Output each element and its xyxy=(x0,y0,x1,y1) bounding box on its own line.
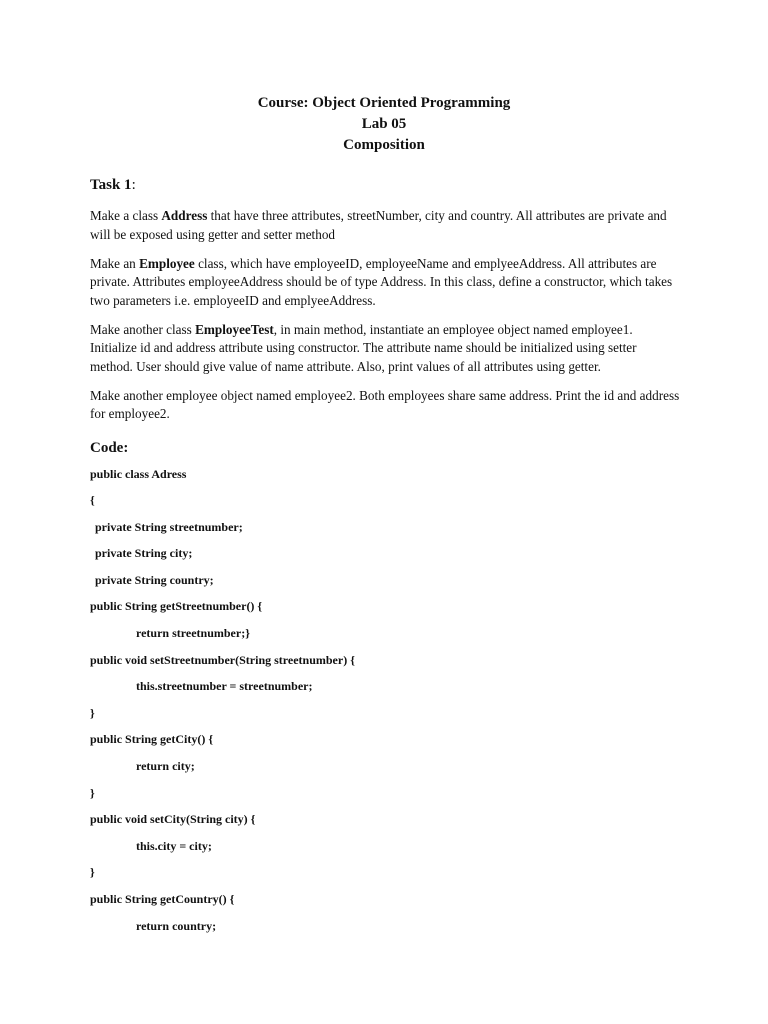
code-line: public String getCity() { xyxy=(90,732,214,747)
paragraph-text: Make another employee object named employee2. Both employees share same address. Print the id and address for employee2. xyxy=(90,387,680,421)
task-paragraph xyxy=(90,387,680,424)
task-paragraph xyxy=(90,255,680,311)
code-line: } xyxy=(90,705,95,720)
code-line: public void setStreetnumber(String streetnumber) { xyxy=(90,652,355,667)
paragraph-bold-term: Employee xyxy=(139,255,195,271)
code-line: } xyxy=(90,865,95,880)
code-line: public String getStreetnumber() { xyxy=(90,599,263,614)
paragraph-bold-term: Address xyxy=(161,208,208,223)
code-line: public String getCountry() { xyxy=(90,892,235,906)
code-line: } xyxy=(90,785,95,800)
code-line: this.city = city; xyxy=(136,838,212,853)
document-body xyxy=(90,175,680,943)
code-listing xyxy=(90,465,680,944)
paragraph-text: Make another class xyxy=(90,321,196,337)
task-paragraphs xyxy=(90,207,680,424)
code-line: return streetnumber;} xyxy=(136,626,250,641)
code-line: { xyxy=(90,493,95,508)
lab-topic: Composition xyxy=(343,137,425,153)
code-line: return city; xyxy=(136,759,195,774)
task-paragraph xyxy=(90,207,680,244)
paragraph-text: Make a class xyxy=(90,208,162,223)
paragraph-text: class, which have employeeID, employeeName and emplyeeAddress. All attributes are private. Attributes employeeAddress should be of type Address. In this class, define a constructor, which takes two parameters i.e. employeeID and emplyeeAddress. xyxy=(90,255,673,308)
paragraph-bold-term: EmployeeTest xyxy=(195,321,274,337)
task-paragraph xyxy=(90,321,680,377)
course-title: Course: Object Oriented Programming xyxy=(257,95,511,111)
task-heading xyxy=(90,175,680,195)
task-heading-label: Task 1 xyxy=(90,177,132,193)
code-line: public void setCity(String city) { xyxy=(90,812,256,827)
code-line: private String country; xyxy=(95,572,214,587)
lab-number: Lab 05 xyxy=(361,116,407,132)
code-line: private String streetnumber; xyxy=(95,519,243,534)
paragraph-text: , in main method, instantiate an employee object named employee1. Initialize id and address attribute using constructor. The attribute name should be initialized using setter method. User should give value of name attribute. Also, print values of all attributes using getter. xyxy=(90,321,637,374)
paragraph-text: that have three attributes, streetNumber, city and country. All attributes are private and will be exposed using getter and setter method xyxy=(90,208,667,242)
code-line: this.streetnumber = streetnumber; xyxy=(136,679,313,694)
code-line: private String city; xyxy=(95,546,193,561)
code-line: return country; xyxy=(136,918,217,933)
paragraph-text: Make an xyxy=(90,255,140,271)
task-heading-colon: : xyxy=(131,177,136,193)
code-line: public class Adress xyxy=(90,466,187,481)
code-heading: Code: xyxy=(90,439,129,456)
document-title-block xyxy=(0,93,768,156)
